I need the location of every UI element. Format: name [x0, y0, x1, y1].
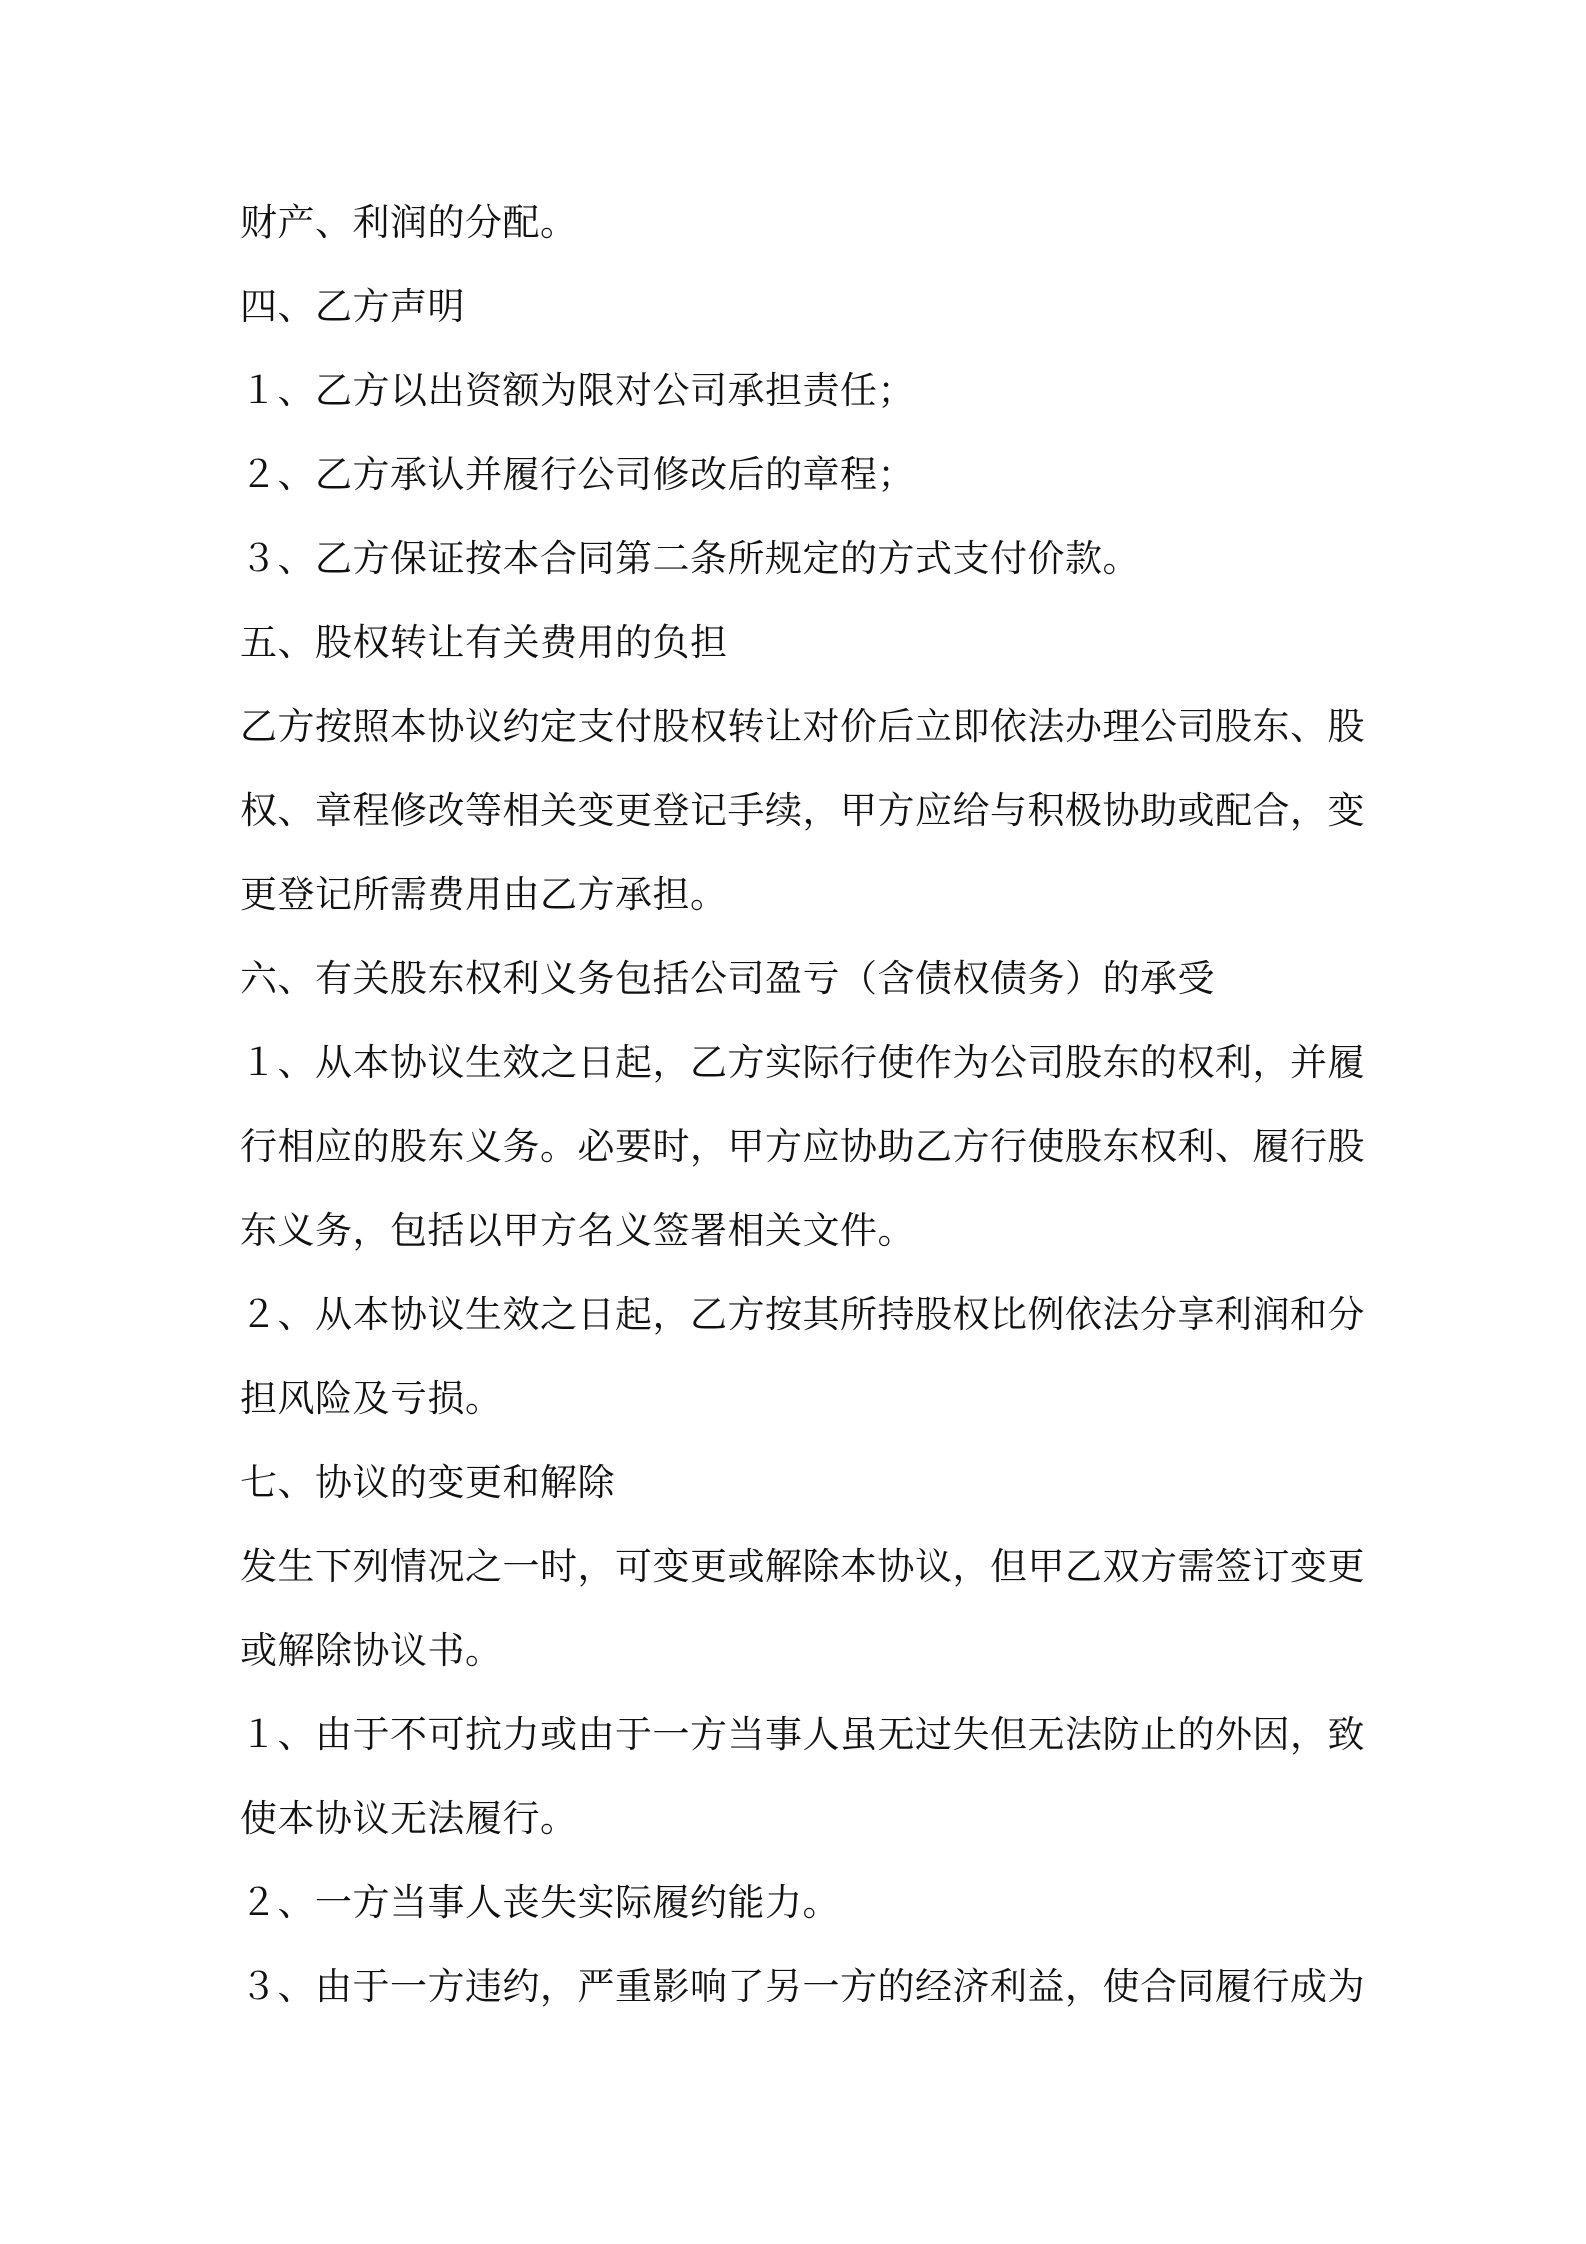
section-heading-7: 七、协议的变更和解除 — [240, 1461, 615, 1504]
section-heading-4: 四、乙方声明 — [240, 285, 465, 328]
paragraph-line: 发生下列情况之一时，可变更或解除本协议，但甲乙双方需签订变更 — [240, 1545, 1365, 1588]
list-item: ２、乙方承认并履行公司修改后的章程； — [240, 453, 915, 496]
paragraph-line: 担风险及亏损。 — [240, 1377, 503, 1420]
section-heading-6: 六、有关股东权利义务包括公司盈亏（含债权债务）的承受 — [240, 957, 1215, 1000]
paragraph-line: 权、章程修改等相关变更登记手续，甲方应给与积极协助或配合，变 — [240, 789, 1365, 832]
list-item: ３、由于一方违约，严重影响了另一方的经济利益，使合同履行成为 — [240, 1965, 1365, 2008]
paragraph-line: 更登记所需费用由乙方承担。 — [240, 873, 728, 916]
paragraph-line: 或解除协议书。 — [240, 1629, 503, 1672]
list-item: １、由于不可抗力或由于一方当事人虽无过失但无法防止的外因，致 — [240, 1713, 1365, 1756]
paragraph-line: 行相应的股东义务。必要时，甲方应协助乙方行使股东权利、履行股 — [240, 1125, 1365, 1168]
paragraph-line: 财产、利润的分配。 — [240, 201, 578, 244]
section-heading-5: 五、股权转让有关费用的负担 — [240, 621, 728, 664]
paragraph-line: 使本协议无法履行。 — [240, 1797, 578, 1840]
list-item: １、乙方以出资额为限对公司承担责任； — [240, 369, 915, 412]
list-item: １、从本协议生效之日起，乙方实际行使作为公司股东的权利，并履 — [240, 1041, 1365, 1084]
list-item: ２、从本协议生效之日起，乙方按其所持股权比例依法分享利润和分 — [240, 1293, 1365, 1336]
paragraph-line: 东义务，包括以甲方名义签署相关文件。 — [240, 1209, 915, 1252]
list-item: ３、乙方保证按本合同第二条所规定的方式支付价款。 — [240, 537, 1140, 580]
paragraph-line: 乙方按照本协议约定支付股权转让对价后立即依法办理公司股东、股 — [240, 705, 1365, 748]
list-item: ２、一方当事人丧失实际履约能力。 — [240, 1881, 840, 1924]
